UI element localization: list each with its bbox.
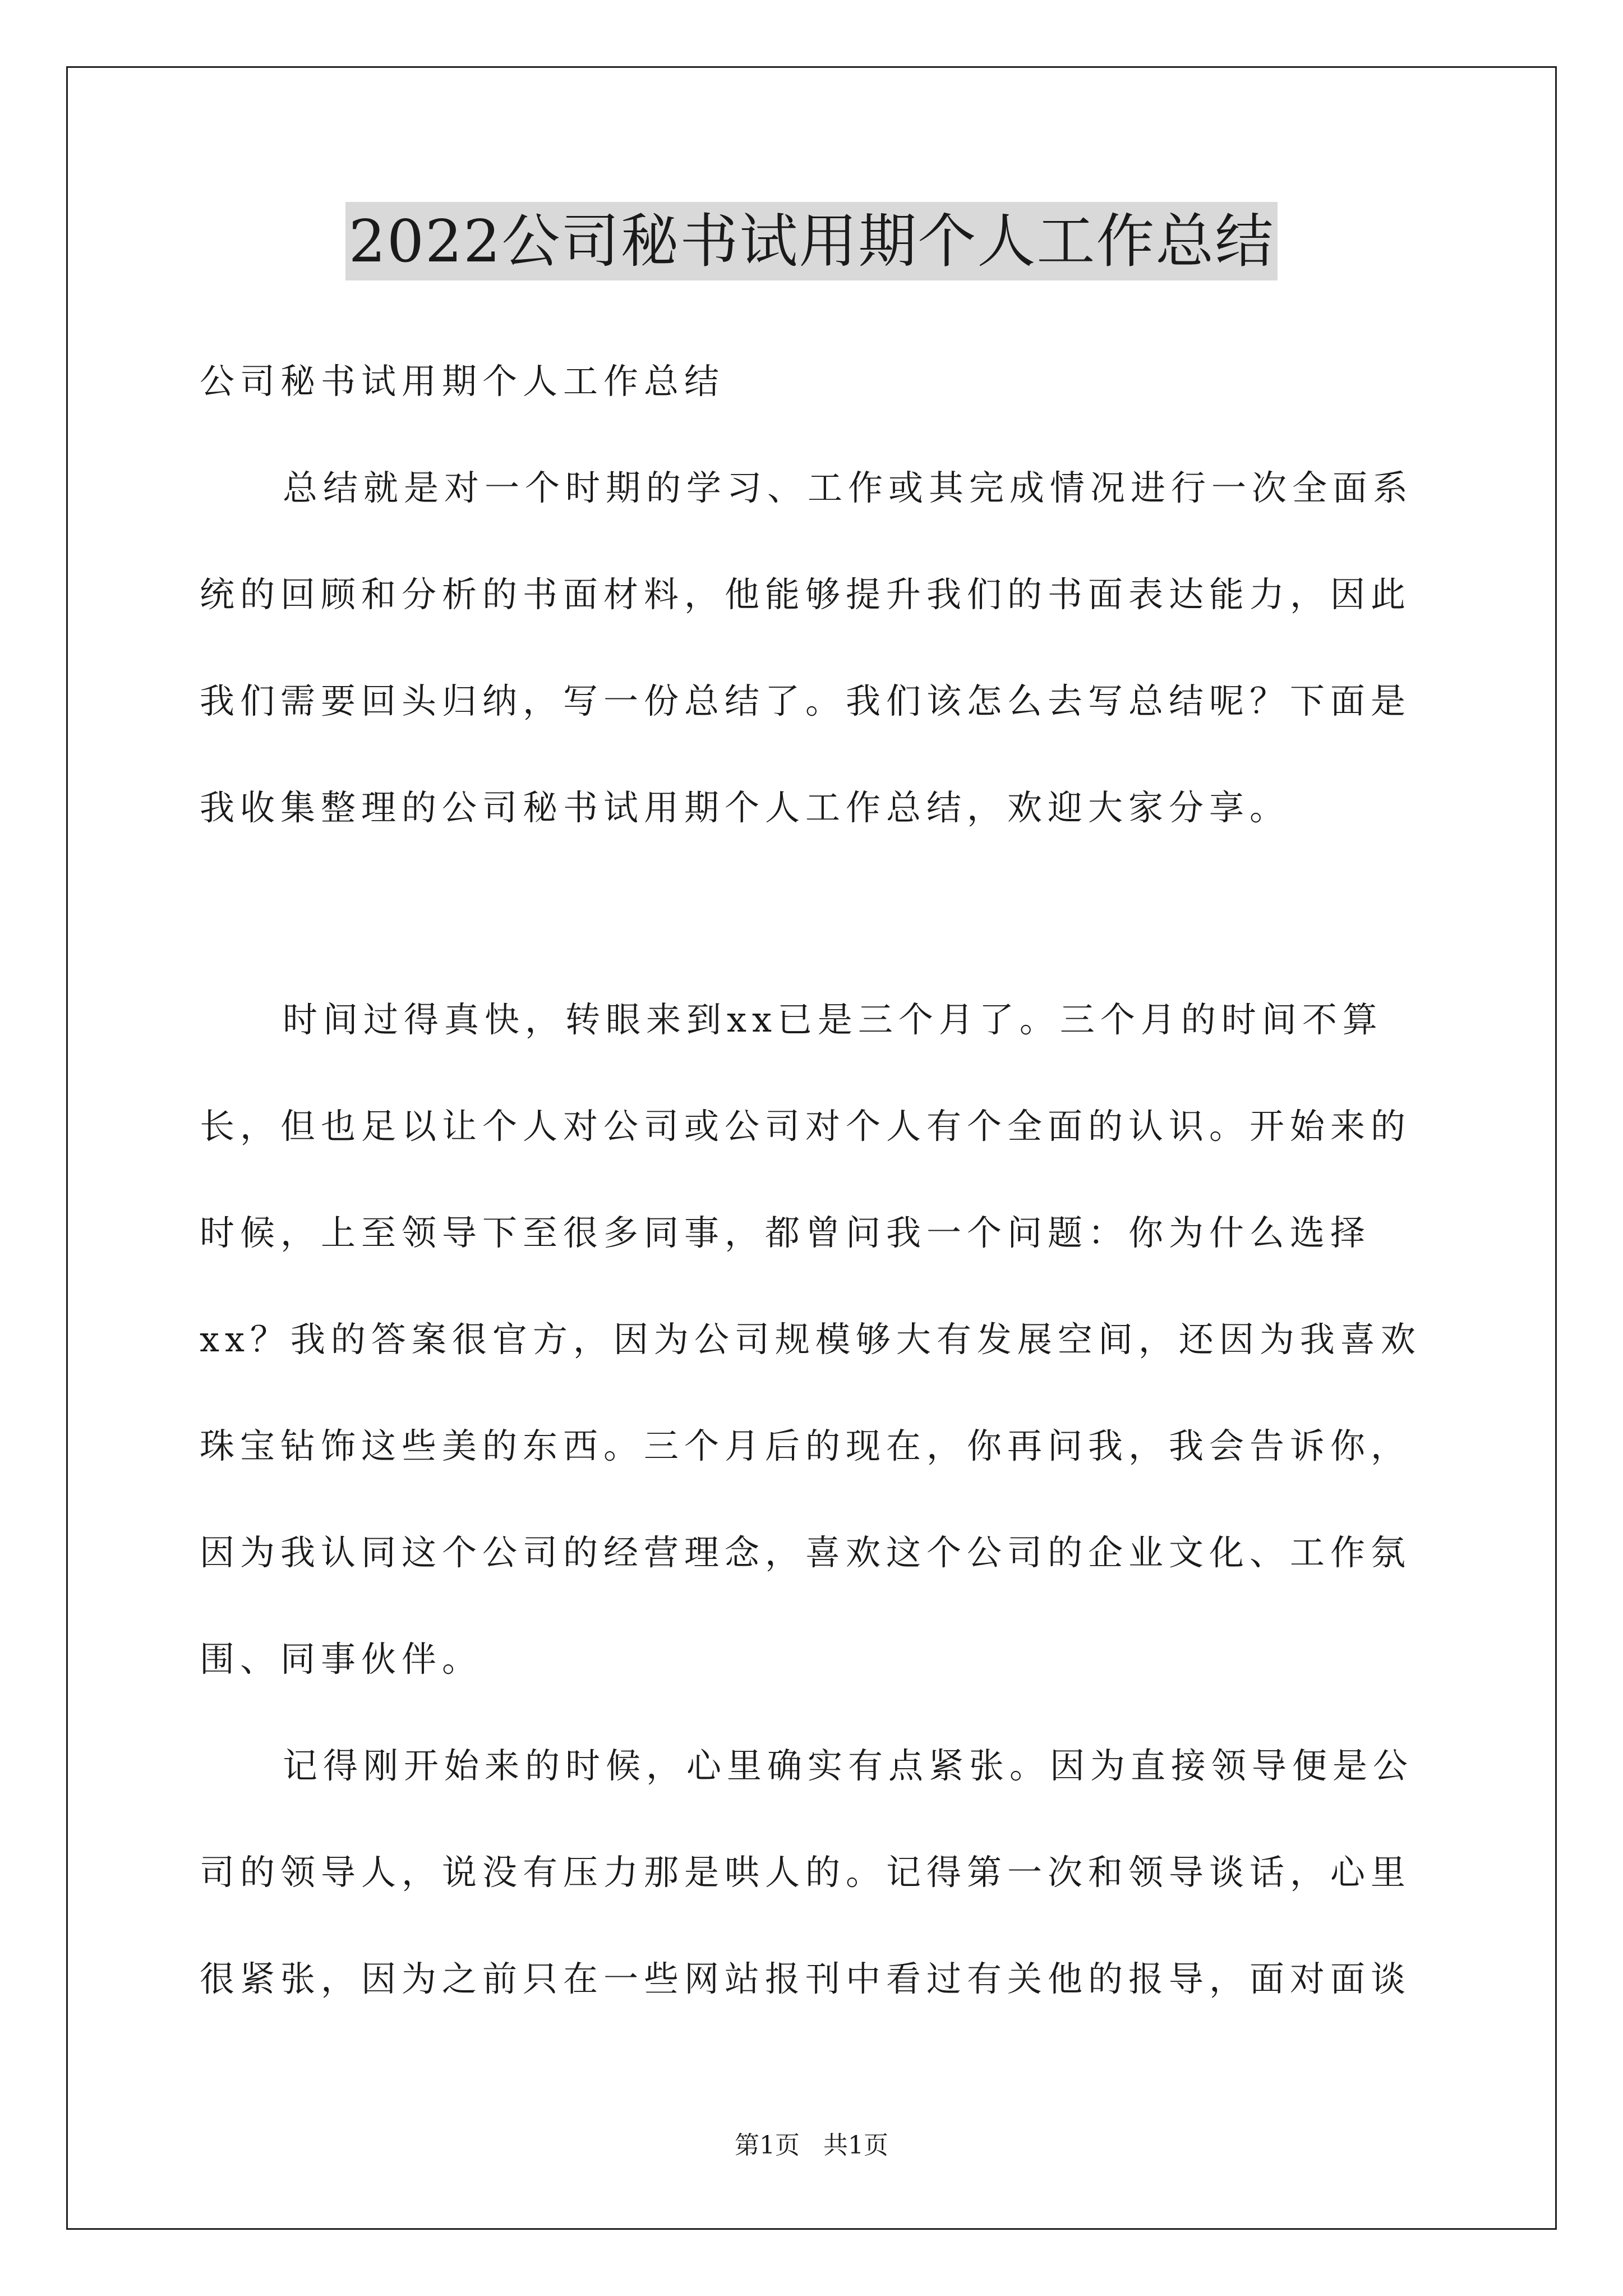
- title-container: [0, 202, 1623, 280]
- document-title: 2022公司秘书试用期个人工作总结: [345, 202, 1278, 280]
- paragraph-intro: 总结就是对一个时期的学习、工作或其完成情况进行一次全面系统的回顾和分析的书面材料，他能够提升我们的书面表达能力，因此我们需要回头归纳，写一份总结了。我们该怎么去写总结呢？下面是我收集整理的公司秘书试用期个人工作总结，欢迎大家分享。: [200, 467, 1414, 828]
- document-subtitle: 公司秘书试用期个人工作总结: [200, 361, 725, 402]
- paragraph-three: 记得刚开始来的时候，心里确实有点紧张。因为直接领导便是公司的领导人，说没有压力那是哄人的。记得第一次和领导谈话，心里很紧张，因为之前只在一些网站报刊中看过有关他的报导，面对面谈: [200, 1745, 1414, 1999]
- page-total: 共1页: [823, 2131, 888, 2160]
- page-footer: [0, 2129, 1623, 2162]
- page-number: 第1页: [735, 2131, 800, 2160]
- paragraph-two: 时间过得真快，转眼来到xx已是三个月了。三个月的时间不算长，但也足以让个人对公司或公司对个人有个全面的认识。开始来的时候，上至领导下至很多同事，都曾问我一个问题：你为什么选择xx？我的答案很官方，因为公司规模够大有发展空间，还因为我喜欢珠宝钻饰这些美的东西。三个月后的现在，你再问我，我会告诉你，因为我认同这个公司的经营理念，喜欢这个公司的企业文化、工作氛围、同事伙伴。: [200, 999, 1421, 1680]
